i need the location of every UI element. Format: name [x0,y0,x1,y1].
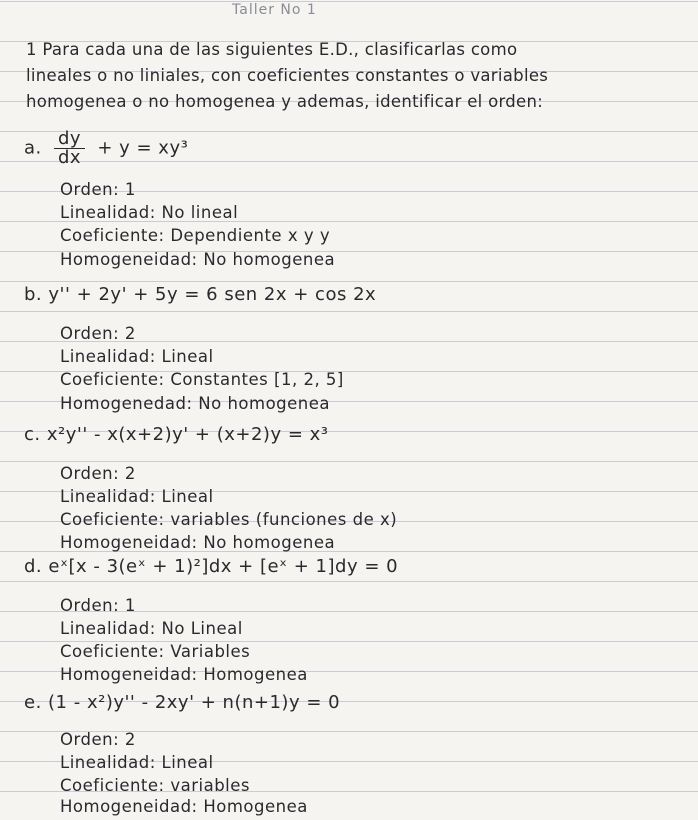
item-label: e. [24,692,42,713]
equation-b [24,284,376,305]
equation-text: eˣ[x - 3(eˣ + 1)²]dx + [eˣ + 1]dy = 0 [48,556,399,577]
equation-text: y'' + 2y' + 5y = 6 sen 2x + cos 2x [48,284,377,305]
item-label: b. [24,284,43,305]
intro-line-3: homogenea o no homogenea y ademas, identificar el orden: [26,92,544,111]
field-linealidad: Linealidad: Lineal [60,753,214,772]
equation-a [24,130,188,167]
field-homogeneidad: Homogeneidad: No homogenea [60,533,336,552]
equation-c [24,424,329,445]
fraction-denominator: dx [58,147,82,168]
field-linealidad: Linealidad: No lineal [60,203,239,222]
item-label: a. [24,137,42,159]
equation-text: x²y'' - x(x+2)y' + (x+2)y = x³ [46,424,329,445]
intro-line-2: lineales o no liniales, con coeficientes constantes o variables [26,66,549,85]
fraction [54,130,85,167]
equation-d [24,556,398,577]
intro-line-1: 1 Para cada una de las siguientes E.D., clasificarlas como [26,40,518,59]
field-coeficiente: Coeficiente: Constantes [1, 2, 5] [60,370,344,389]
equation-text: (1 - x²)y'' - 2xy' + n(n+1)y = 0 [48,692,341,713]
field-homogeneidad: Homogeneidad: Homogenea [60,797,308,816]
page-title: Taller No 1 [232,2,317,18]
field-linealidad: Linealidad: No Lineal [60,619,243,638]
field-coeficiente: Coeficiente: Variables [60,642,251,661]
item-label: c. [24,424,41,445]
field-orden: Orden: 1 [60,180,136,199]
field-orden: Orden: 1 [60,596,136,615]
field-orden: Orden: 2 [60,464,136,483]
field-linealidad: Linealidad: Lineal [60,347,214,366]
equation-rest: + y = xy³ [97,137,189,159]
field-homogeneidad: Homogenedad: No homogenea [60,394,331,413]
field-orden: Orden: 2 [60,324,136,343]
field-homogeneidad: Homogeneidad: No homogenea [60,250,336,269]
field-coeficiente: Coeficiente: variables (funciones de x) [60,510,398,529]
item-label: d. [24,556,43,577]
field-orden: Orden: 2 [60,730,136,749]
equation-e [24,692,340,713]
fraction-numerator: dy [54,130,85,149]
field-linealidad: Linealidad: Lineal [60,487,214,506]
field-coeficiente: Coeficiente: Dependiente x y y [60,226,331,245]
field-homogeneidad: Homogeneidad: Homogenea [60,665,308,684]
field-coeficiente: Coeficiente: variables [60,776,251,795]
